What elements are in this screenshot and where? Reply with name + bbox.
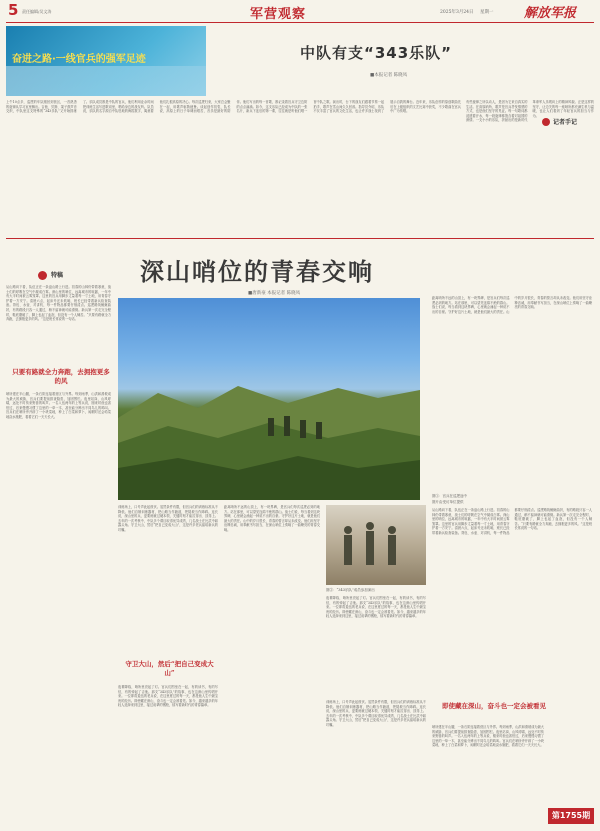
feature-col-9: 哨所建在半山腰，一条石阶连接着营区与外界。每到雨季，山洪和滑坡成为最大的威胁，官兵们要提前排查隐患，加固围栏。夜里站岗，山风呼啸，远处不时传来野兽的叫声。一名入伍两年的上等兵说，刚来时他也害怕过，后来慢慢习惯了这里的一草一木，甚至能分辨出不同鸟儿的鸣叫。官兵们在哨所旁开辟了一小块菜地，种上了白菜和萝卜，闲暇时还会给菜地浇水施肥，看着它们一天天长大。 (432, 725, 544, 748)
photo-caption-2: 图②：“343乐队”成员参加演出 (326, 588, 375, 592)
feature-kicker-badge (38, 271, 47, 280)
feature-subhead-2: 守卫大山，然后“把自己变成大山” (125, 660, 214, 677)
band-performance-illustration (326, 505, 426, 585)
feature-col-3: 训练场上，口号声此起彼伏。虽然条件有限，但官兵们的训练标准从不降低。他们自制训练器材，把山路当作跑道，把陡坡当作障碍。连长说，深山里的兵，更要练就过硬本领，关键时刻才能拉得出、顶得上。去年的一次考核中，中队多个课目取得优异成绩，几名战士在比武中崭露头角。守卫大山，然后“把自己变成大山”，这是许多老兵留给新兵的叮嘱。 (118, 505, 218, 532)
feature-col-6: 距离哨所不远的山顶上，有一块界碑，是官兵们每次巡逻必到的地方。站在那里，可以望见连绵不绝的群山。战士们说，每当看到这块界碑，心里就会涌起一种说不出的自豪。守护好这片土地，就是他们最大的责任。山中的岁月很长，青春的誓言却从未改变。他们用坚守诠释忠诚，用奉献书写担当，在深山哨位上奏响了一曲嘹亮的青春交响。 (432, 296, 592, 314)
issue-weekday: 星期一 (480, 10, 494, 15)
issue-badge: 第1755期 (548, 808, 594, 824)
page-header (0, 0, 600, 24)
feature-byline: ■唐新豪 本报记者 陈晓凤 (248, 291, 301, 296)
photo-credit: 图片由受访单位提供 (432, 500, 464, 504)
feature-col-3b: 夜幕降临，哨所里亮起了灯。官兵们围坐在一起，有的读书，有的写信，有的弹起了吉他。那支“343乐队”的故事，也在这深山里传唱开来。一位即将退伍的老兵说，在这里度过的每一天，都是他人生中最宝贵的经历。即使藏在深山，奋斗也一定会被看见。如今，越来越多的年轻人选择来到这里，接过前辈的钢枪，续写着新时代的青春篇章。 (118, 685, 218, 708)
top-article-byline: ■本报记者 陈晓凤 (370, 73, 408, 78)
top-article-title: 中队有支“343乐队” (300, 44, 453, 62)
feature-title: 深山哨位的青春交响 (140, 258, 374, 286)
notes-heading-badge (542, 118, 550, 126)
feature-col-8: 训练场上，口号声此起彼伏。虽然条件有限，但官兵们的训练标准从不降低。他们自制训练器材，把山路当作跑道，把陡坡当作障碍。连长说，深山里的兵，更要练就过硬本领，关键时刻才能拉得出、顶得上。去年的一次考核中，中队多个课目取得优异成绩，几名战士在比武中崭露头角。守卫大山，然后“把自己变成大山”，这是许多老兵留给新兵的叮嘱。 (326, 700, 426, 727)
section-title: 军营观察 (250, 7, 307, 22)
feature-photo-2 (326, 505, 426, 585)
notes-column-heading: 记者手记 (553, 119, 578, 126)
notes-column-body: 有些旋律之所以动人，是因为它来自真实的生活。在高原哨所，歌声是官兵抒发情感的方式，也是他们坚守的见证。每一句歌词都浸透着汗水，每一段旋律都饱含着对祖国的深情。一支小小的乐队，折射出的是新时代革命军人乐观向上的精神风貌。正是这样的坚守，让边关的每一座哨所都充满生机与温暖，也让人们看到了年轻官兵的担当与作为。 (466, 100, 594, 123)
top-strip-rule (6, 238, 594, 239)
top-banner (6, 26, 206, 96)
feature-subhead-1: 只要有路就全力奔跑，去拥抱更多的风 (12, 368, 110, 385)
photo-caption-1: 图①：官兵在巡逻途中 (432, 494, 467, 498)
masthead-logo: 解放军报 (524, 6, 577, 21)
feature-col-2: 哨所建在半山腰，一条石阶连接着营区与外界。每到雨季，山洪和滑坡成为最大的威胁，官兵们要提前排查隐患，加固围栏。夜里站岗，山风呼啸，远处不时传来野兽的叫声。一名入伍两年的上等兵说，刚来时他也害怕过，后来慢慢习惯了这里的一草一木，甚至能分辨出不同鸟儿的鸣叫。官兵们在哨所旁开辟了一小块菜地，种上了白菜和萝卜，闲暇时还会给菜地浇水施肥，看着它们一天天长大。 (6, 392, 111, 419)
top-article-body: 上午10点多，巡逻的车队刚回到营区，一首熟悉的旋律从学习室里飘出。吉他、贝斯、架子鼓声音交织，中队里这支特殊的“343乐队”又开始排练了。乐队成员都是中队的官兵，他们利用业余时间把训练生活写进歌词里，唱给身边的战友听。队员说，乐队的名字源自中队驻地的海拔数字，寓意着他们扎根高原的决心。每次巡逻归来，大家总会聚在一起，用歌声驱散疲惫。谈起创作初衷，队长说，高原上的日子单调而艰苦，音乐是最好的陪伴。他们写出的每一首歌，都记录着官兵守卫边防的点点滴滴。如今，这支乐队已经成为中队的一张名片，新兵下连后的第一课，往往就是听他们唱一首中队之歌。演出时，台下的战友们跟着节奏一起拍手，歌声在雪山间久久回荡。指导员介绍，乐队不仅丰富了官兵的文化生活，也让许多战士找到了展示自我的舞台。近年来，乐队创作的原创歌曲先后在上级组织的文艺比赛中获奖，不少歌曲在官兵中广为传唱。 (6, 100, 461, 114)
feature-kicker: 特稿 (51, 272, 64, 279)
feature-col-5: 夜幕降临，哨所里亮起了灯。官兵们围坐在一起，有的读书，有的写信，有的弹起了吉他。那支“343乐队”的故事，也在这深山里传唱开来。一位即将退伍的老兵说，在这里度过的每一天，都是他人生中最宝贵的经历。即使藏在深山，奋斗也一定会被看见。如今，越来越多的年轻人选择来到这里，接过前辈的钢枪，续写着新时代的青春篇章。 (326, 596, 426, 619)
banner-slogan: 奋进之路·一线官兵的强军足迹 (12, 54, 146, 65)
mountain-forest-illustration (118, 298, 420, 500)
header-rule (6, 22, 594, 23)
feature-subhead-3: 即使藏在深山，奋斗也一定会被看见 (442, 702, 546, 710)
feature-col-7: 从山路向下看，队伍正在一条盘山路上行进。初春的山林仍带着寒意，战士们的呼吸在空气中凝成白雾。深山里的哨位，远离城市的喧嚣，一年中有大半时间被云雾笼罩。这里的官兵用脚步丈量着每一寸土地，用青春守护着一方安宁。清晨六点，起床号还未吹响，班长已经带着新兵检查装备。背包、水壶、对讲机，每一件物品都要仔细清点。巡逻路线蜿蜒曲折，有的路段只容一人通过，稍不留神就可能滑倒。新兵第一次走完全程时，鞋底磨破了，脚上也起了血泡，但没有一个人喊苦。“只要有路就全力奔跑，去拥抱更多的风。”这是班长常说的一句话。 (432, 508, 592, 535)
feature-col-1: 从山路向下看，队伍正在一条盘山路上行进。初春的山林仍带着寒意，战士们的呼吸在空气中凝成白雾。深山里的哨位，远离城市的喧嚣，一年中有大半时间被云雾笼罩。这里的官兵用脚步丈量着每一寸土地，用青春守护着一方安宁。清晨六点，起床号还未吹响，班长已经带着新兵检查装备。背包、水壶、对讲机，每一件物品都要仔细清点。巡逻路线蜿蜒曲折，有的路段只容一人通过，稍不留神就可能滑倒。新兵第一次走完全程时，鞋底磨破了，脚上也起了血泡，但没有一个人喊苦。“只要有路就全力奔跑，去拥抱更多的风。”这是班长常说的一句话。 (6, 285, 111, 322)
issue-date: 2025年3月24日 (440, 10, 474, 15)
page-number: 5 (8, 1, 19, 19)
edit-info: 责任编辑/吴文涛 (22, 9, 52, 14)
feature-photo (118, 298, 420, 500)
feature-col-4: 距离哨所不远的山顶上，有一块界碑，是官兵们每次巡逻必到的地方。站在那里，可以望见连绵不绝的群山。战士们说，每当看到这块界碑，心里就会涌起一种说不出的自豪。守护好这片土地，就是他们最大的责任。山中的岁月很长，青春的誓言却从未改变。他们用坚守诠释忠诚，用奉献书写担当，在深山哨位上奏响了一曲嘹亮的青春交响。 (224, 505, 320, 532)
